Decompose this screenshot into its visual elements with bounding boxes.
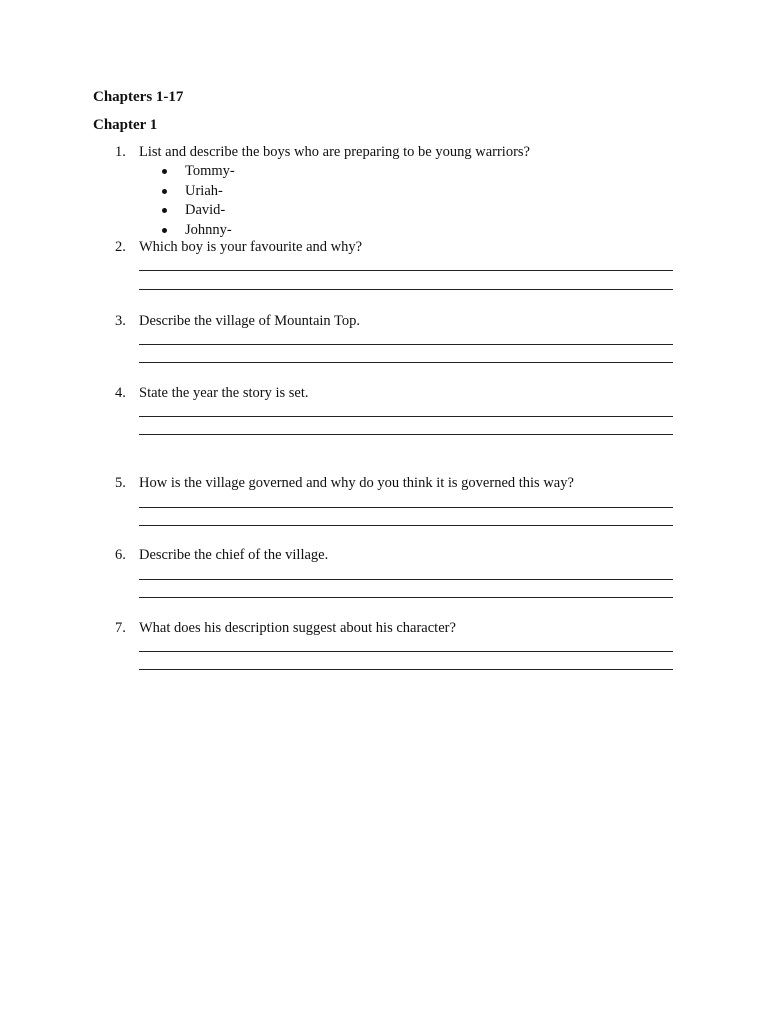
question-text: Which boy is your favourite and why?	[139, 239, 363, 255]
question-number: 5.	[115, 475, 126, 491]
answer-line[interactable]	[139, 270, 673, 271]
question-number: 4.	[115, 385, 126, 401]
question-5	[93, 474, 693, 492]
question-6	[93, 546, 693, 564]
question-text: How is the village governed and why do you think it is governed this way?	[139, 475, 574, 491]
answer-line[interactable]	[139, 362, 673, 363]
question-text: List and describe the boys who are preparing to be young warriors?	[139, 144, 530, 160]
bullet-icon	[162, 189, 167, 194]
question-4	[93, 384, 693, 402]
bullet-text: David-	[185, 202, 226, 218]
answer-line[interactable]	[139, 344, 673, 345]
answer-line[interactable]	[139, 669, 673, 670]
answer-line[interactable]	[139, 416, 673, 417]
question-7	[93, 619, 693, 637]
question-text: Describe the village of Mountain Top.	[139, 313, 360, 329]
list-item	[93, 201, 693, 221]
bullet-text: Johnny-	[185, 221, 232, 238]
section-heading: Chapter 1	[93, 117, 158, 133]
question-3	[93, 312, 693, 330]
bullet-icon	[162, 208, 167, 213]
answer-line[interactable]	[139, 289, 673, 290]
answer-line[interactable]	[139, 597, 673, 598]
bullet-text: Tommy-	[185, 163, 235, 179]
bullet-icon	[162, 228, 167, 233]
answer-line[interactable]	[139, 507, 673, 508]
answer-line[interactable]	[139, 525, 673, 526]
question-number: 7.	[115, 620, 126, 636]
question-text: Describe the chief of the village.	[139, 547, 329, 563]
bullet-list	[93, 162, 693, 240]
answer-line[interactable]	[139, 434, 673, 435]
answer-line[interactable]	[139, 579, 673, 580]
list-item	[93, 182, 693, 202]
question-number: 3.	[115, 313, 126, 329]
question-2	[93, 238, 693, 256]
question-number: 1.	[115, 144, 126, 160]
list-item	[93, 162, 693, 182]
document-title: Chapters 1-17	[93, 89, 184, 105]
bullet-text: Uriah-	[185, 182, 223, 199]
answer-line[interactable]	[139, 651, 673, 652]
question-number: 6.	[115, 547, 126, 563]
question-number: 2.	[115, 239, 126, 255]
question-text: What does his description suggest about his character?	[139, 620, 456, 636]
question-1	[93, 143, 693, 240]
bullet-icon	[162, 169, 167, 174]
question-text: State the year the story is set.	[139, 385, 309, 401]
